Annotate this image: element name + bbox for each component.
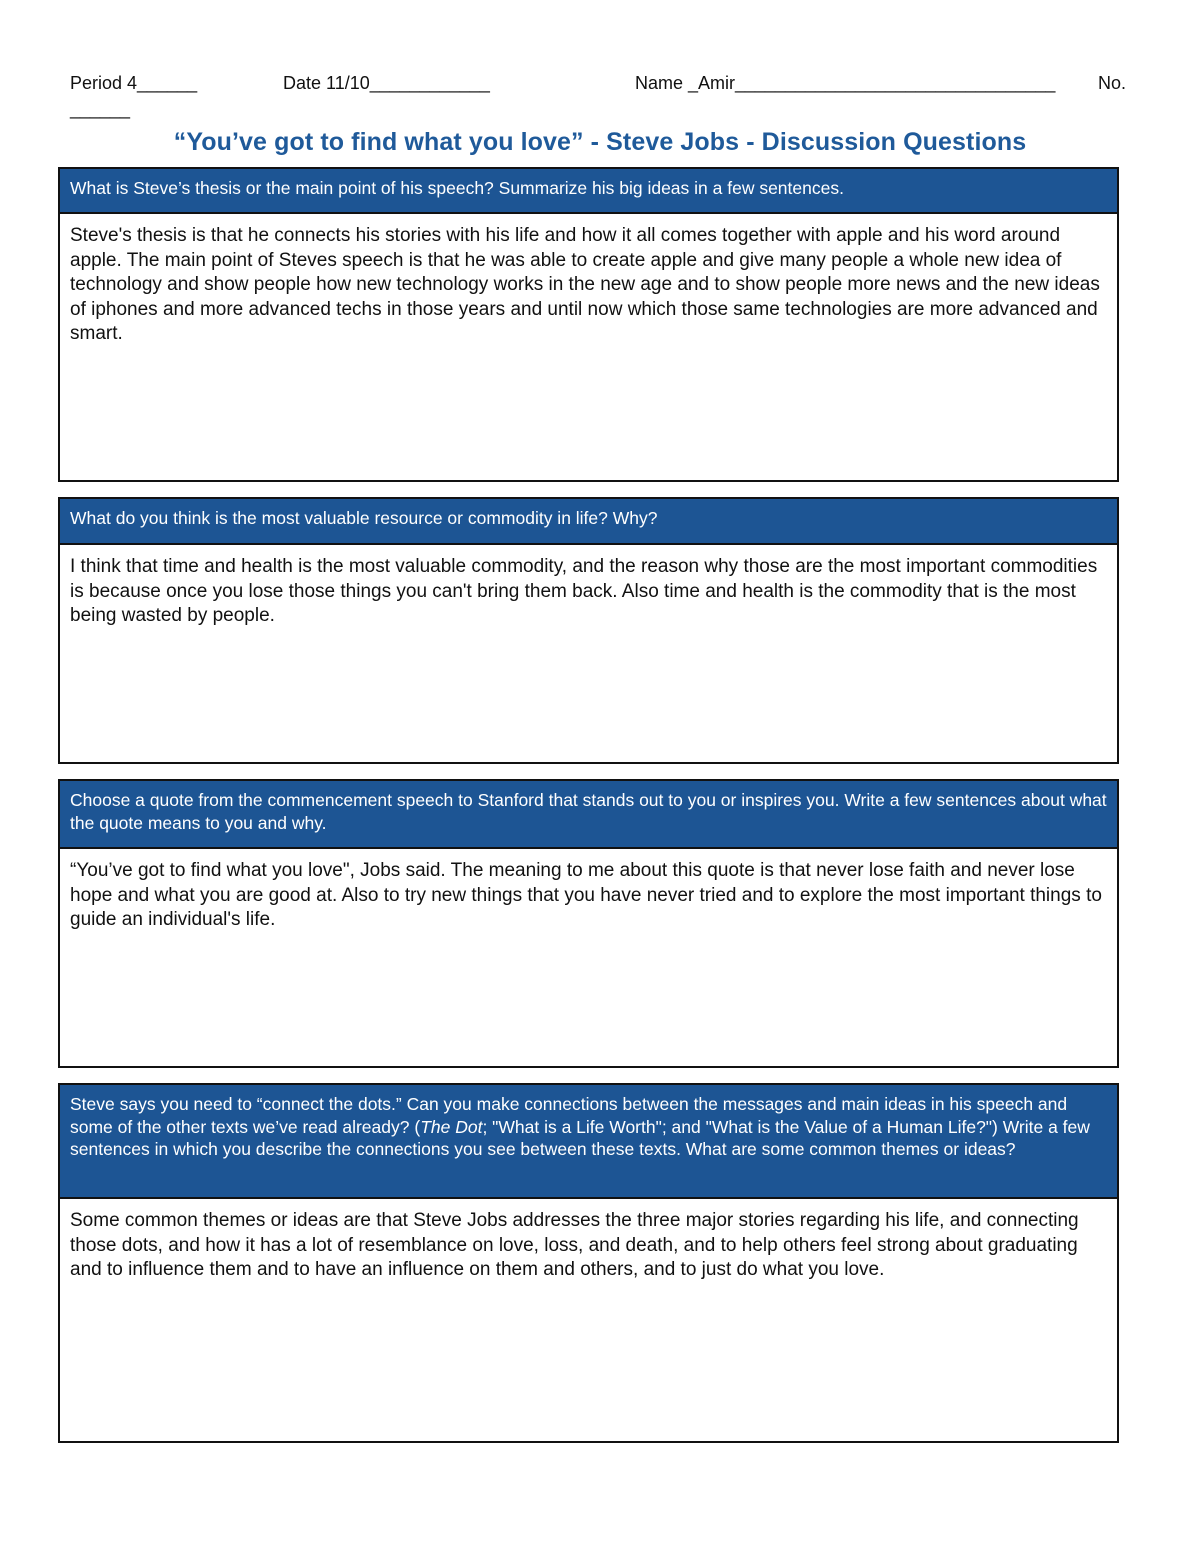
answer-text-2[interactable]: I think that time and health is the most valuable commodity, and the reason why those are the most important commodities is because once you lose those things you can't bring them back. Also time and health is the commodity that is the most being wasted by people. xyxy=(70,556,1098,626)
text-title-the-dot: The Dot xyxy=(420,1116,483,1137)
question-prompt-4-start: Steve says you need to “connect the dots.” Can you make connections between the messages and main ideas in his speech and some of the other texts we’ve read already? ( xyxy=(70,1094,1068,1137)
question-prompt-2: What do you think is the most valuable resource or commodity in life? Why? xyxy=(60,499,1117,545)
number-field-line: ______ xyxy=(70,99,131,119)
page-title: “You’ve got to find what you love” - Steve Jobs - Discussion Questions xyxy=(173,128,1027,156)
period-field: Period 4______ xyxy=(70,73,198,93)
name-field: Name _Amir________________________________ xyxy=(635,73,1056,93)
question-prompt-4 xyxy=(60,1085,1117,1199)
number-label: No. xyxy=(1098,73,1127,93)
date-field: Date 11/10____________ xyxy=(283,73,490,93)
question-prompt-3: Choose a quote from the commencement speech to Stanford that stands out to you or inspires you. Write a few sentences about what the quote means to you and why. xyxy=(60,781,1117,849)
answer-text-3[interactable]: “You’ve got to find what you love", Jobs said. The meaning to me about this quote is that never lose faith and never lose hope and what you are good at. Also to try new things that you have never tried and to explore the most important things to guide an individual's life. xyxy=(70,860,1102,930)
question-box-1 xyxy=(58,167,1119,482)
question-prompt-1: What is Steve’s thesis or the main point of his speech? Summarize his big ideas in a few sentences. xyxy=(60,169,1117,214)
question-box-4 xyxy=(58,1083,1119,1443)
question-box-2 xyxy=(58,497,1119,764)
answer-text-1[interactable]: Steve's thesis is that he connects his stories with his life and how it all comes together with apple and his word around apple. The main point of Steves speech is that he was able to create apple and give many people a whole new idea of technology and show people how new technology works in the new age and to show people more news and the new ideas of iphones and more advanced techs in those years and until now which those same technologies are more advanced and smart. xyxy=(70,225,1100,344)
answer-text-4[interactable]: Some common themes or ideas are that Steve Jobs addresses the three major stories regarding his life, and connecting those dots, and how it has a lot of resemblance on love, loss, and death, and to help others feel strong about graduating and to influence them and to have an influence on them and others, and to just do what you love. xyxy=(70,1210,1079,1280)
question-prompt-4-end: ; "What is a Life Worth"; and "What is the Value of a Human Life?") Write a few sentences in which you describe the connections you see between these texts. What are some common themes or ideas? xyxy=(70,1116,1090,1159)
question-box-3 xyxy=(58,779,1119,1068)
